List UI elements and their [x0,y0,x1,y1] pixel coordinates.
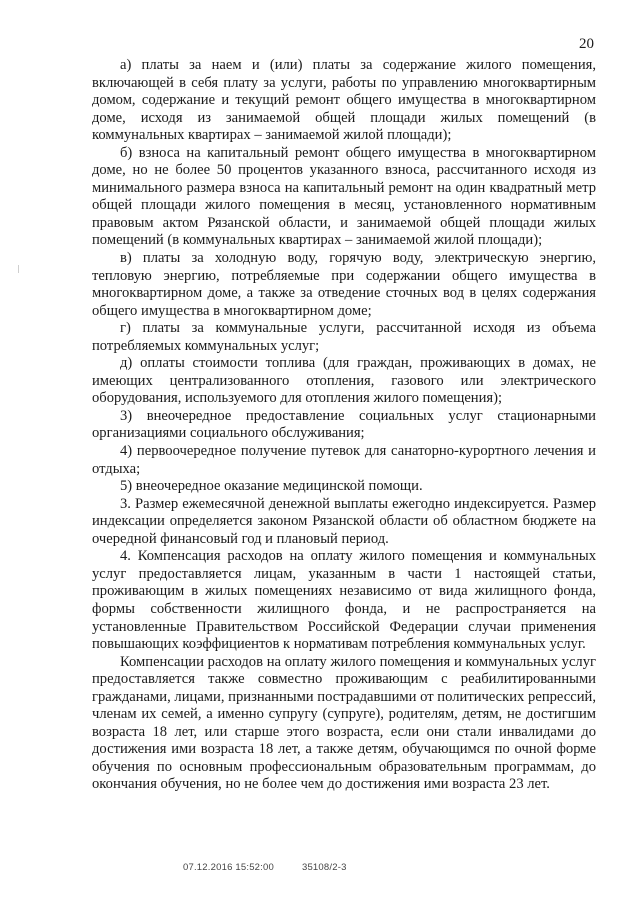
paragraph-item-3: 3) внеочередное предоставление социальных услуг стационарными организациями социального обслуживания; [92,407,596,442]
paragraph-a: а) платы за наем и (или) платы за содержание жилого помещения, включающей в себя плату за услуги, работы по управлению многоквартирным домом, содержание и текущий ремонт общего имущества в многоквартирном доме, исходя из занимаемой общей площади жилых помещений (в коммунальных квартирах – занимаемой жилой площади); [92,57,596,144]
document-body [92,57,596,794]
margin-mark [18,265,19,273]
paragraph-part-3: 3. Размер ежемесячной денежной выплаты ежегодно индексируется. Размер индексации определяется законом Рязанской области об областном бюджете на очередной финансовый год и плановый период. [92,495,596,547]
paragraph-b: б) взноса на капитальный ремонт общего имущества в многоквартирном доме, но не более 50 процентов указанного взноса, рассчитанного исходя из минимального размера взноса на капитальный ремонт на один квадратный метр общей площади жилого помещения в месяц, установленного нормативным правовым актом Рязанской области, и занимаемой общей площади жилых помещений (в коммунальных квартирах – занимаемой жилой площади); [92,144,596,249]
page-number: 20 [579,36,594,52]
footer-stamp [183,862,347,873]
paragraph-part-4: 4. Компенсация расходов на оплату жилого помещения и коммунальных услуг предоставляется лицам, указанным в части 1 настоящей статьи, проживающим в жилых помещениях независимо от вида жилищного фонда, формы собственности жилищного фонда, и не распространяется на установленные Правительством Российской Федерации случаи применения повышающих коэффициентов к нормативам потребления коммунальных услуг. [92,548,596,653]
paragraph-d: д) оплаты стоимости топлива (для граждан, проживающих в домах, не имеющих централизованного отопления, газового или электрического оборудования, используемого для отопления жилого помещения); [92,355,596,407]
footer-doc-id: 35108/2-3 [301,862,347,873]
paragraph-item-5: 5) внеочередное оказание медицинской помощи. [120,478,423,495]
paragraph-compensation: Компенсации расходов на оплату жилого помещения и коммунальных услуг предоставляется также совместно проживающим с реабилитированными гражданами, лицами, признанными пострадавшими от политических репрессий, членам их семей, а именно супругу (супруге), родителям, детям, не достигшим возраста 18 лет, или старше этого возраста, если они стали инвалидами до достижения ими возраста 18 лет, а также детям, обучающимся по очной форме обучения по основным профессиональным образовательным программам, до окончания обучения, но не более чем до достижения ими возраста 23 лет. [92,653,596,793]
paragraph-item-4: 4) первоочередное получение путевок для санаторно-курортного лечения и отдыха; [92,443,596,477]
footer-timestamp: 07.12.2016 15:52:00 [183,862,274,873]
paragraph-v: в) платы за холодную воду, горячую воду, электрическую энергию, тепловую энергию, потребляемые при содержании общего имущества в многоквартирном доме, а также за отведение сточных вод в целях содержания общего имущества в многоквартирном доме; [92,250,596,319]
paragraph-g: г) платы за коммунальные услуги, рассчитанной исходя из объема потребляемых коммунальных услуг; [92,320,596,354]
